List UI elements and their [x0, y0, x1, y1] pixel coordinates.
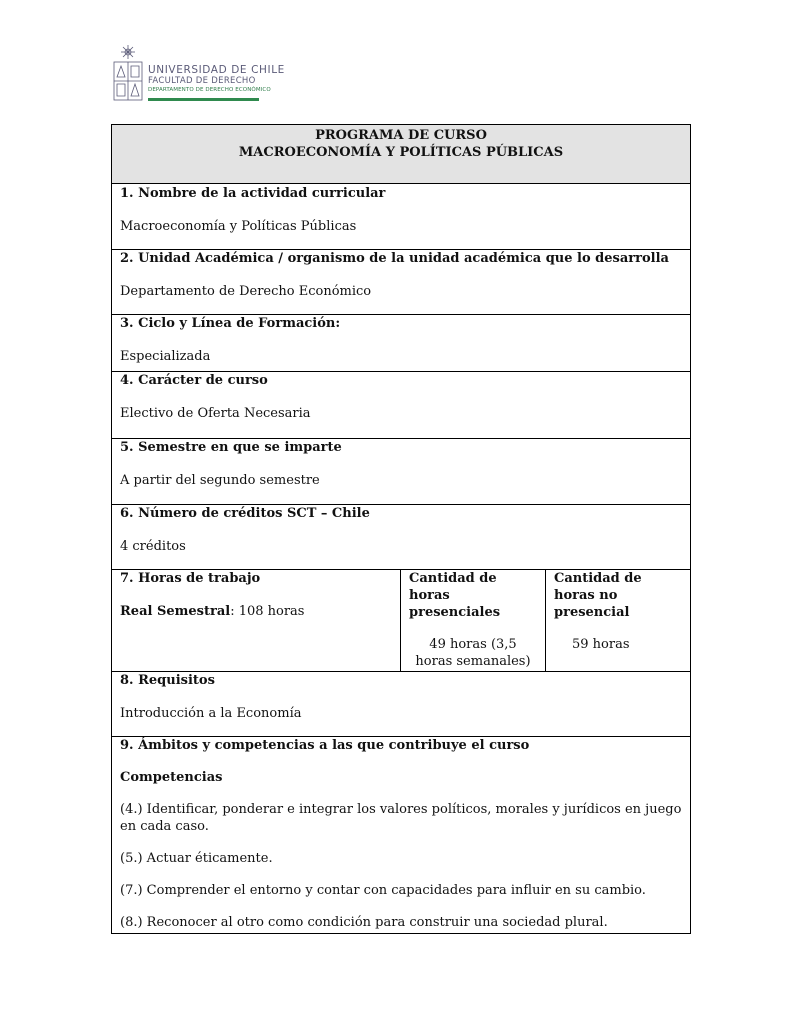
section-value-3: Especializada [120, 349, 211, 364]
section-title-7: 7. Horas de trabajo [120, 571, 261, 586]
no-presencial-hours-cell [546, 570, 691, 672]
section-row-3 [112, 315, 691, 372]
section-title-4: 4. Carácter de curso [120, 373, 268, 388]
section-title-8: 8. Requisitos [120, 673, 215, 688]
presencial-hours-value: 49 horas (3,5 horas semanales) [415, 637, 531, 669]
section-row-6 [112, 505, 691, 570]
section-value-1: Macroeconomía y Políticas Públicas [120, 219, 357, 234]
section-title-5: 5. Semestre en que se imparte [120, 440, 342, 455]
competency-item: (7.) Comprender el entorno y contar con capacidades para influir en su cambio. [120, 883, 646, 898]
university-emblem-icon [112, 44, 144, 102]
section-row-4 [112, 372, 691, 439]
section-value-8: Introducción a la Economía [120, 706, 302, 721]
section-value-6: 4 créditos [120, 539, 186, 554]
section-row-8 [112, 672, 691, 737]
section-title-6: 6. Número de créditos SCT – Chile [120, 506, 370, 521]
presencial-hours-cell [401, 570, 546, 672]
competency-item: (5.) Actuar éticamente. [120, 851, 273, 866]
no-presencial-hours-value: 59 horas [572, 637, 630, 652]
section-row-9 [112, 737, 691, 934]
section-value-2: Departamento de Derecho Económico [120, 284, 372, 299]
work-hours-cell [112, 570, 401, 672]
logo-university-name: UNIVERSIDAD DE CHILE [148, 64, 285, 76]
logo-underline [148, 98, 259, 101]
section-row-5 [112, 439, 691, 505]
no-presencial-hours-header: Cantidad de horas no presencial [554, 571, 642, 620]
section-title-9: 9. Ámbitos y competencias a las que contribuye el curso [120, 738, 530, 753]
section-row-1 [112, 184, 691, 250]
section-row-2 [112, 250, 691, 315]
section-value-4: Electivo de Oferta Necesaria [120, 406, 311, 421]
section-value-5: A partir del segundo semestre [120, 473, 320, 488]
real-semester-value: : 108 horas [230, 604, 305, 619]
section-row-7 [112, 570, 691, 672]
university-logo [112, 44, 292, 106]
section-title-2: 2. Unidad Académica / organismo de la unidad académica que lo desarrolla [120, 251, 669, 266]
competency-item: (4.) Identificar, ponderar e integrar los valores políticos, morales y jurídicos en juego en cada caso. [120, 802, 682, 834]
section-title-3: 3. Ciclo y Línea de Formación: [120, 316, 341, 331]
presencial-hours-header: Cantidad de horas presenciales [409, 571, 501, 620]
course-program-table [111, 124, 691, 934]
table-header [112, 125, 691, 184]
competencies-subtitle: Competencias [120, 770, 223, 785]
logo-faculty-name: FACULTAD DE DERECHO [148, 76, 256, 86]
table-header-row [112, 125, 691, 184]
logo-text [148, 64, 285, 94]
course-title: MACROECONOMÍA Y POLÍTICAS PÚBLICAS [238, 145, 564, 160]
competency-item: (8.) Reconocer al otro como condición para construir una sociedad plural. [120, 915, 608, 930]
real-semester-label: Real Semestral [120, 604, 231, 619]
logo-department-name: DEPARTAMENTO DE DERECHO ECONÓMICO [148, 87, 271, 93]
header-line1: PROGRAMA DE CURSO [315, 128, 487, 143]
section-title-1: 1. Nombre de la actividad curricular [120, 186, 386, 201]
